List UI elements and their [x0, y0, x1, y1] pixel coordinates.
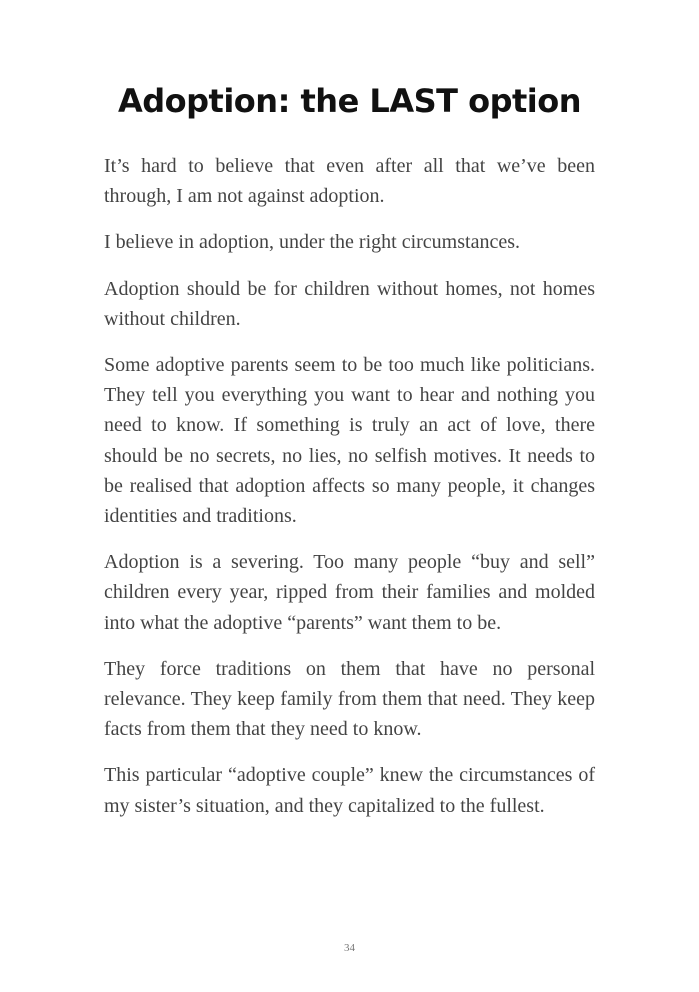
paragraph: They force traditions on them that have no personal relevance. They keep family from them that need. They keep facts from them that they need to know.	[104, 657, 595, 741]
page-number: 34	[344, 942, 355, 954]
page-title: Adoption: the LAST option	[117, 82, 582, 120]
body-text	[104, 151, 595, 837]
paragraph: I believe in adoption, under the right circumstances.	[104, 231, 520, 254]
paragraph: Adoption is a severing. Too many people “buy and sell” children every year, ripped from their families and molded into what the adoptive “parents” want them to be.	[104, 551, 595, 634]
paragraph: This particular “adoptive couple” knew the circumstances of my sister’s situation, and they capitalized to the fullest.	[104, 764, 595, 817]
paragraph: It’s hard to believe that even after all that we’ve been through, I am not against adoption.	[104, 155, 595, 208]
paragraph: Adoption should be for children without homes, not homes without children.	[104, 277, 595, 330]
paragraph: Some adoptive parents seem to be too much like politicians. They tell you everything you want to hear and nothing you need to know. If something is truly an act of love, there should be no secrets, no lies, no selfish motives. It needs to be realised that adoption affects so many people, it changes identities and traditions.	[104, 354, 595, 528]
